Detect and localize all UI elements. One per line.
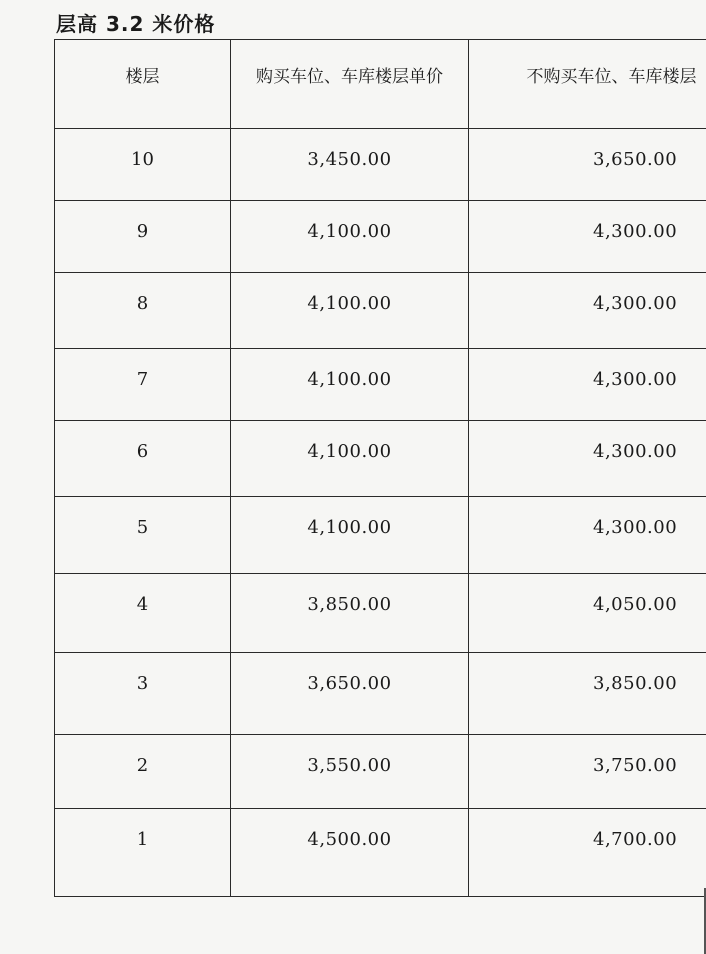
table-row (55, 129, 706, 201)
price-with-parking: 4,500.00 (231, 809, 469, 897)
table-row (55, 653, 706, 735)
table-row (55, 421, 706, 497)
header-floor: 楼层 (55, 40, 231, 129)
price-with-parking: 4,100.00 (231, 497, 469, 574)
table-row (55, 735, 706, 809)
table-row (55, 273, 706, 349)
price-without-parking: 4,300.00 (469, 201, 706, 273)
header-with-parking: 购买车位、车库楼层单价 (231, 40, 469, 129)
price-without-parking: 4,300.00 (469, 421, 706, 497)
table-header-row (55, 40, 706, 129)
price-with-parking: 4,100.00 (231, 349, 469, 421)
floor-cell: 9 (55, 201, 231, 273)
price-with-parking: 3,550.00 (231, 735, 469, 809)
header-without-parking: 不购买车位、车库楼层 (469, 40, 706, 129)
floor-cell: 1 (55, 809, 231, 897)
price-with-parking: 3,650.00 (231, 653, 469, 735)
price-without-parking: 4,300.00 (469, 273, 706, 349)
table-row (55, 497, 706, 574)
floor-cell: 3 (55, 653, 231, 735)
price-with-parking: 4,100.00 (231, 421, 469, 497)
floor-cell: 6 (55, 421, 231, 497)
floor-cell: 7 (55, 349, 231, 421)
price-with-parking: 4,100.00 (231, 201, 469, 273)
floor-cell: 8 (55, 273, 231, 349)
price-without-parking: 3,650.00 (469, 129, 706, 201)
price-without-parking: 4,300.00 (469, 497, 706, 574)
table-row (55, 201, 706, 273)
floor-cell: 4 (55, 574, 231, 653)
price-without-parking: 3,750.00 (469, 735, 706, 809)
price-with-parking: 4,100.00 (231, 273, 469, 349)
floor-cell: 5 (55, 497, 231, 574)
table-row (55, 574, 706, 653)
floor-cell: 2 (55, 735, 231, 809)
price-with-parking: 3,450.00 (231, 129, 469, 201)
price-without-parking: 4,050.00 (469, 574, 706, 653)
price-without-parking: 3,850.00 (469, 653, 706, 735)
price-without-parking: 4,300.00 (469, 349, 706, 421)
page-title: 层高 3.2 米价格 (56, 12, 216, 36)
price-table (54, 39, 706, 897)
floor-cell: 10 (55, 129, 231, 201)
price-with-parking: 3,850.00 (231, 574, 469, 653)
table-row (55, 349, 706, 421)
table-row (55, 809, 706, 897)
price-without-parking: 4,700.00 (469, 809, 706, 897)
